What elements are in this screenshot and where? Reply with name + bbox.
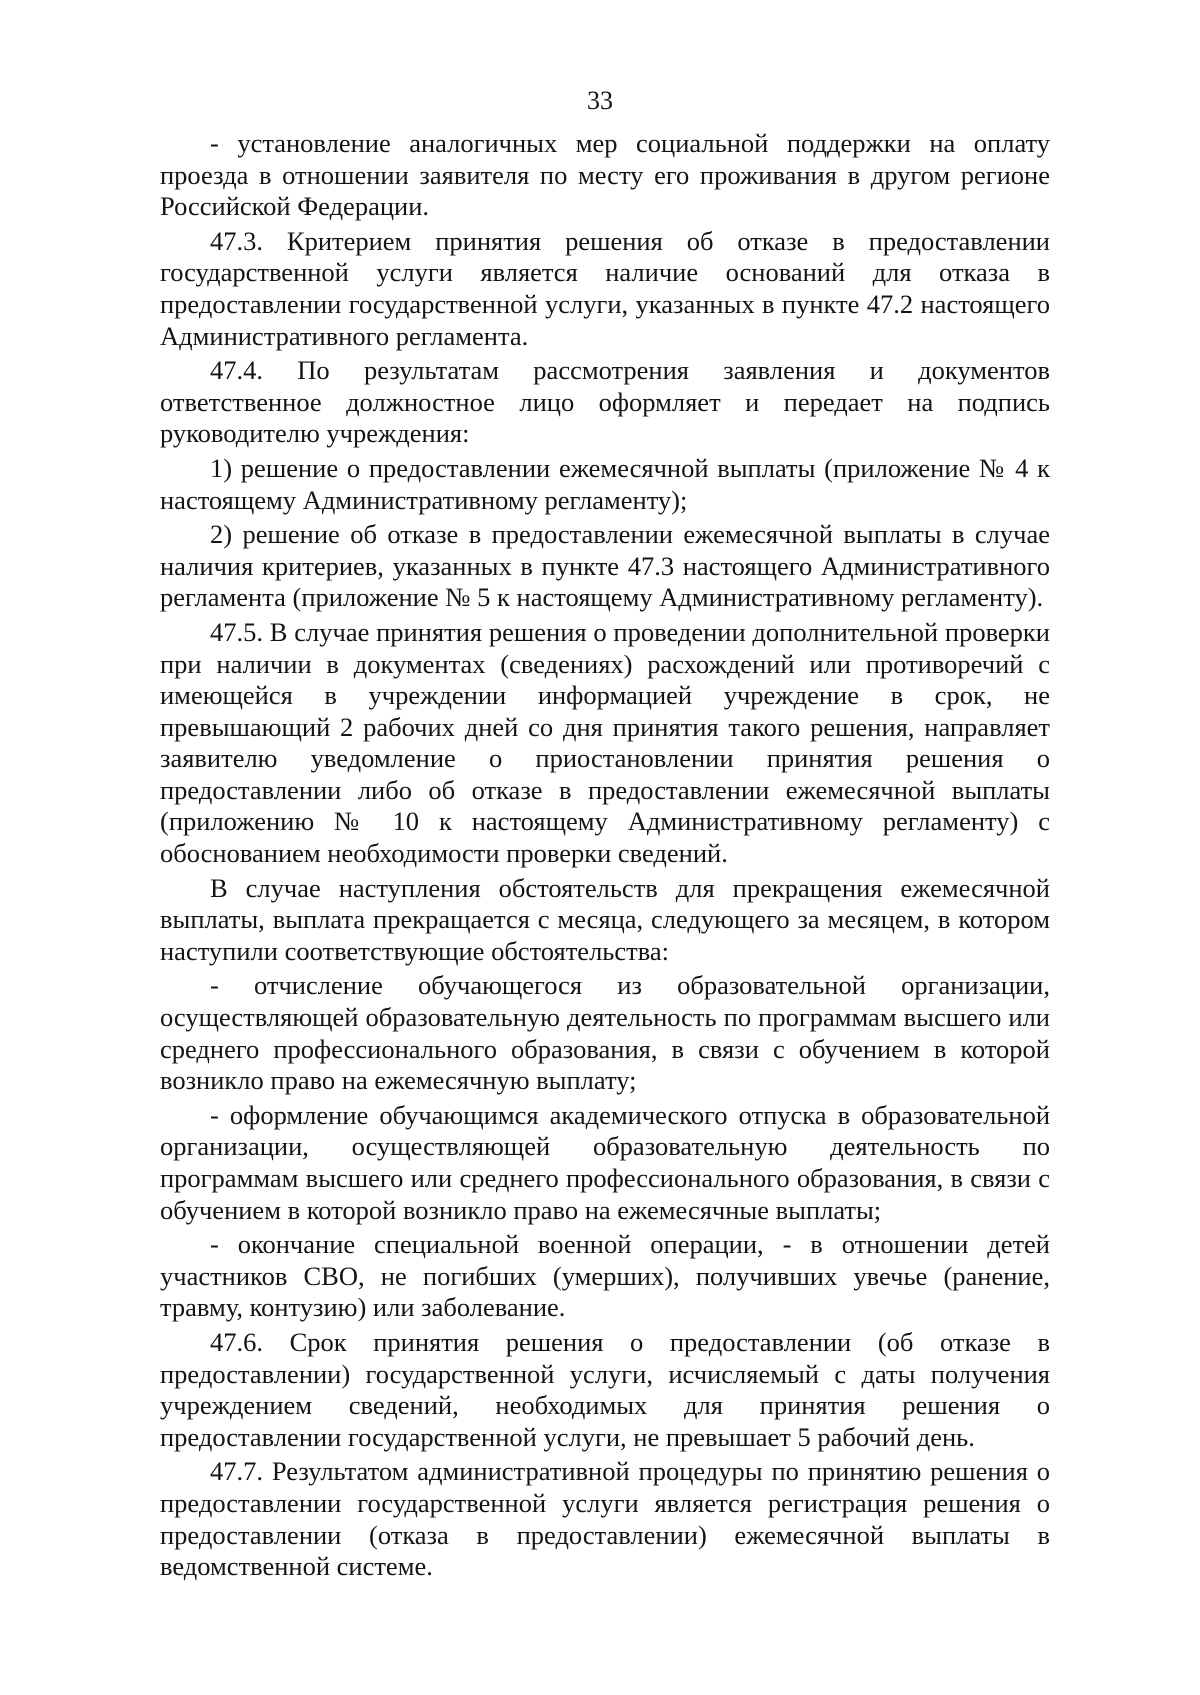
paragraph-transport-support: - установление аналогичных мер социальной поддержки на оплату проезда в отношении заявителя по месту его проживания в другом регионе Российской Федерации. xyxy=(160,128,1050,222)
bullet-svo-end: - окончание специальной военной операции, - в отношении детей участников СВО, не погибших (умерших), получивших увечье (ранение, травму, контузию) или заболевание. xyxy=(160,1229,1050,1323)
paragraph-47-6: 47.6. Срок принятия решения о предоставлении (об отказе в предоставлении) государственной услуги, исчисляемый с даты получения учреждением сведений, необходимых для принятия решения о предоставлении государственной услуги, не превышает 5 рабочий день. xyxy=(160,1326,1050,1452)
paragraph-47-3: 47.3. Критерием принятия решения об отказе в предоставлении государственной услуги является наличие оснований для отказа в предоставлении государственной услуги, указанных в пункте 47.2 настоящего Административного регламента. xyxy=(160,225,1050,351)
bullet-academic-leave: - оформление обучающимся академического отпуска в образовательной организации, осуществляющей образовательную деятельность по программам высшего или среднего профессионального образования, в связи с обучением в которой возникло право на ежемесячные выплаты; xyxy=(160,1099,1050,1225)
page-number: 33 xyxy=(587,86,613,115)
list-item-1: 1) решение о предоставлении ежемесячной выплаты (приложение № 4 к настоящему Административному регламенту); xyxy=(160,452,1050,515)
paragraph-47-4: 47.4. По результатам рассмотрения заявления и документов ответственное должностное лицо оформляет и передает на подпись руководителю учреждения: xyxy=(160,355,1050,449)
list-item-2: 2) решение об отказе в предоставлении ежемесячной выплаты в случае наличия критериев, указанных в пункте 47.3 настоящего Административного регламента (приложение № 5 к настоящему Административному регламенту). xyxy=(160,519,1050,613)
paragraph-termination: В случае наступления обстоятельств для прекращения ежемесячной выплаты, выплата прекращается с месяца, следующего за месяцем, в котором наступили соответствующие обстоятельства: xyxy=(160,872,1050,966)
paragraph-47-5: 47.5. В случае принятия решения о проведении дополнительной проверки при наличии в документах (сведениях) расхождений или противоречий с имеющейся в учреждении информацией учреждение в срок, не превышающий 2 рабочих дней со дня принятия такого решения, направляет заявителю уведомление о приостановлении принятия решения о предоставлении либо об отказе в предоставлении ежемесячной выплаты (приложению № 10 к настоящему Административному регламенту) с обоснованием необходимости проверки сведений. xyxy=(160,616,1050,869)
bullet-expulsion: - отчисление обучающегося из образовательной организации, осуществляющей образовательную деятельность по программам высшего или среднего профессионального образования, в связи с обучением в которой возникло право на ежемесячную выплату; xyxy=(160,970,1050,1096)
paragraph-47-7: 47.7. Результатом административной процедуры по принятию решения о предоставлении государственной услуги является регистрация решения о предоставлении (отказа в предоставлении) ежемесячной выплаты в ведомственной системе. xyxy=(160,1456,1050,1582)
document-body xyxy=(160,128,1050,1583)
